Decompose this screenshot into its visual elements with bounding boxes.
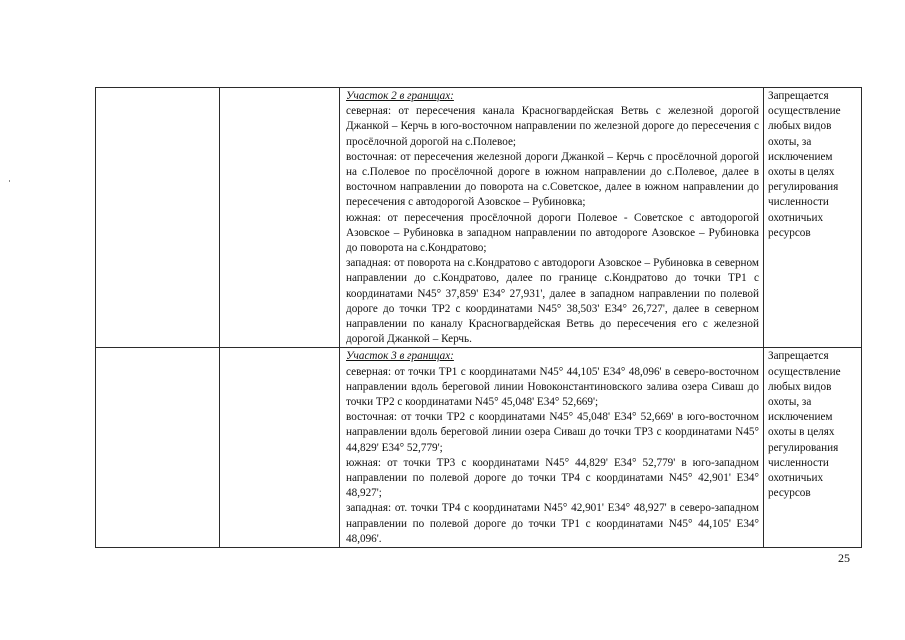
table-row bbox=[96, 88, 862, 348]
restriction-text: Запрещается осуществление любых видов охоты, за исключением охоты в целях регулирования численности охотничьих ресурсов bbox=[768, 90, 841, 239]
empty-cell bbox=[220, 348, 340, 548]
boundary-paragraph-west: западная: от поворота на с.Кондратово с автодороги Азовское – Рубиновка в северном направлении до с.Кондратово, далее по границе с.Кондратово до точки ТР1 с координатами N45° 37,859' E34° 27,931', далее в западном направлении по полевой дороге до точки ТР2 с координатами N45° 38,503' E34° 26,727', далее в северном направлении по каналу Красногвардейская Ветвь до пересечения его с железной дорогой Джанкой – Керчь. bbox=[346, 257, 759, 346]
boundary-paragraph-south: южная: от точки ТР3 с координатами N45° 44,829' E34° 52,779' в юго-западном направлении по полевой дороге до точки ТР4 с координатами N45° 42,901' E34° 48,927'; bbox=[346, 456, 759, 500]
boundary-description-cell bbox=[340, 88, 764, 348]
table-row bbox=[96, 348, 862, 548]
section-title: Участок 3 в границах: bbox=[346, 350, 454, 363]
boundary-paragraph-east: восточная: от точки ТР2 с координатами N45° 45,048' E34° 52,669' в юго-восточном направлении вдоль береговой линии озера Сиваш до точки ТР3 с координатами N45° 44,829' E34° 52,779'; bbox=[346, 411, 759, 454]
page-number: 25 bbox=[838, 551, 850, 565]
empty-cell bbox=[96, 348, 220, 548]
restriction-text: Запрещается осуществление любых видов охоты, за исключением охоты в целях регулирования численности охотничьих ресурсов bbox=[768, 350, 841, 500]
empty-cell bbox=[96, 88, 220, 348]
section-title: Участок 2 в границах: bbox=[346, 90, 454, 102]
restriction-cell bbox=[764, 88, 862, 348]
restriction-cell bbox=[764, 348, 862, 548]
boundary-description-cell bbox=[340, 348, 764, 548]
hunting-areas-table bbox=[95, 87, 862, 548]
boundary-paragraph-south: южная: от пересечения просёлочной дороги Полевое - Советское с автодорогой Азовское – Рубиновка в западном направлении по автодороге Азовское – Рубиновка до поворота на с.Кондратово; bbox=[346, 211, 759, 255]
boundary-paragraph-north: северная: от пересечения канала Красногвардейская Ветвь с железной дорогой Джанкой – Керчь в юго-восточном направлении по железной дороге до пересечения с просёлочной дорогой на с.Полевое; bbox=[346, 105, 759, 148]
empty-cell bbox=[220, 88, 340, 348]
boundary-paragraph-east: восточная: от пересечения железной дороги Джанкой – Керчь с просёлочной дорогой на с.Полевое по просёлочной дороге в южном направлении до с.Полевое, далее в восточном направлении до поворота на с.Советское, далее в южном направлении до пересечения с автодорогой Азовское – Рубиновка; bbox=[346, 150, 759, 209]
scan-artifact-mark bbox=[9, 180, 10, 182]
boundary-paragraph-north: северная: от точки ТР1 с координатами N45° 44,105' E34° 48,096' в северо-восточном направлении вдоль береговой линии Новоконстантиновского залива озера Сиваш до точки ТР2 с координатами N45° 45,048' E34° 52,669'; bbox=[346, 365, 759, 409]
boundary-paragraph-west: западная: от. точки ТР4 с координатами N45° 42,901' E34° 48,927' в северо-западном направлении по полевой дороге до точки ТР1 с координатами N45° 44,105' E34° 48,096'. bbox=[346, 502, 759, 545]
